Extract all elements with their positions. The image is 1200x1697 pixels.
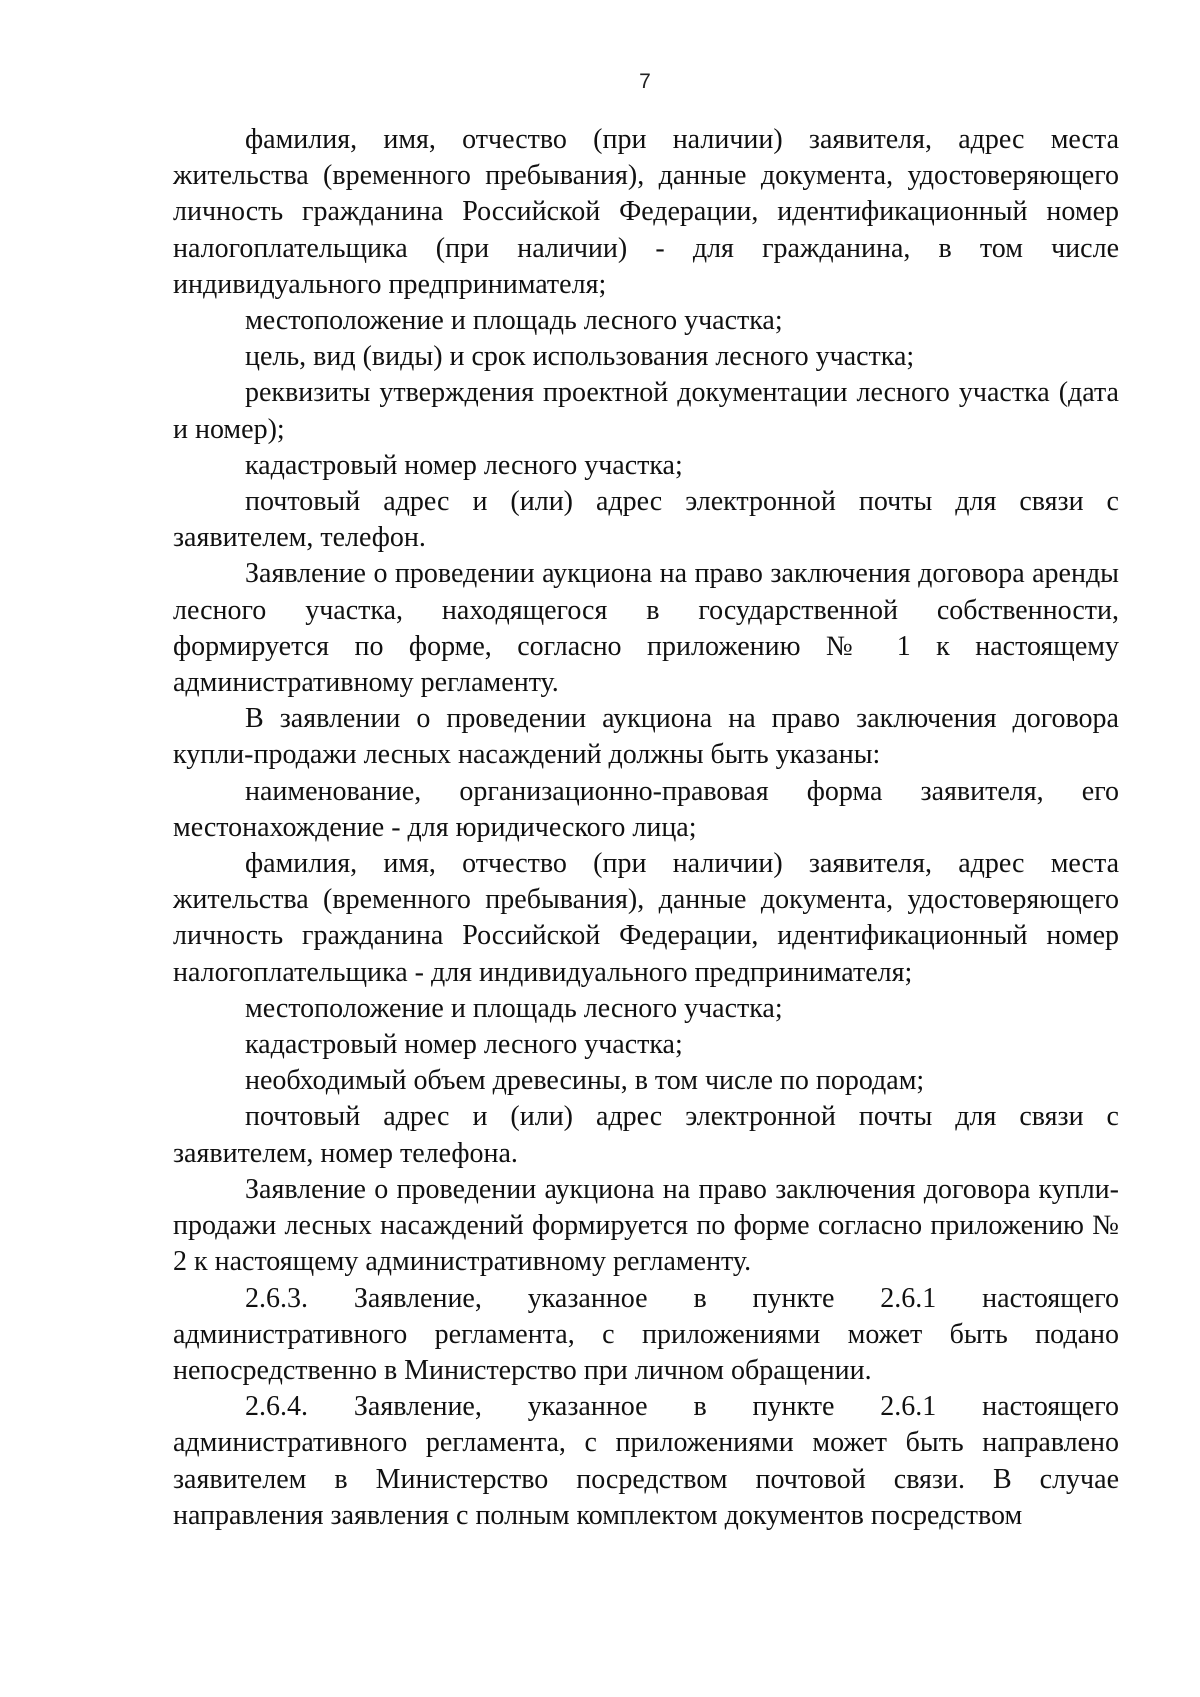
paragraph: В заявлении о проведении аукциона на право заключения договора купли-продажи лесных насаждений должны быть указаны: (173, 703, 1119, 771)
paragraph: цель, вид (виды) и срок использования лесного участка; (245, 341, 915, 373)
paragraph: Заявление о проведении аукциона на право заключения договора купли-продажи лесных насаждений формируется по форме согласно приложению № 2 к настоящему административному регламенту. (173, 1173, 1119, 1278)
paragraph: необходимый объем древесины, в том числе по породам; (245, 1065, 925, 1097)
paragraph: местоположение и площадь лесного участка; (245, 992, 783, 1024)
paragraph: почтовый адрес и (или) адрес электронной почты для связи с заявителем, телефон. (173, 486, 1119, 554)
paragraph: местоположение и площадь лесного участка; (245, 305, 783, 337)
page-number: 7 (639, 70, 651, 93)
paragraph: фамилия, имя, отчество (при наличии) заявителя, адрес места жительства (временного пребывания), данные документа, удостоверяющего личность гражданина Российской Федерации, идентификационный номер налогоплательщика (при наличии) - для гражданина, в том числе индивидуального предпринимателя; (173, 124, 1119, 300)
paragraph: 2.6.3. Заявление, указанное в пункте 2.6.1 настоящего административного регламента, с приложениями может быть подано непосредственно в Министерство при личном обращении. (173, 1282, 1119, 1386)
paragraph: 2.6.4. Заявление, указанное в пункте 2.6.1 настоящего административного регламента, с приложениями может быть направлено заявителем в Министерство посредством почтовой связи. В случае направления заявления с полным комплектом документов посредством (173, 1391, 1119, 1531)
document-body (173, 122, 1119, 1534)
paragraph: фамилия, имя, отчество (при наличии) заявителя, адрес места жительства (временного пребывания), данные документа, удостоверяющего личность гражданина Российской Федерации, идентификационный номер налогоплательщика - для индивидуального предпринимателя; (173, 848, 1119, 988)
paragraph: почтовый адрес и (или) адрес электронной почты для связи с заявителем, номер телефона. (173, 1101, 1119, 1169)
paragraph: кадастровый номер лесного участка; (245, 1029, 683, 1061)
paragraph: реквизиты утверждения проектной документации лесного участка (дата и номер); (173, 377, 1119, 445)
paragraph: наименование, организационно-правовая форма заявителя, его местонахождение - для юридического лица; (173, 775, 1119, 843)
paragraph: кадастровый номер лесного участка; (245, 449, 683, 481)
paragraph: Заявление о проведении аукциона на право заключения договора аренды лесного участка, находящегося в государственной собственности, формируется по форме, согласно приложению № 1 к настоящему административному регламенту. (173, 558, 1119, 699)
